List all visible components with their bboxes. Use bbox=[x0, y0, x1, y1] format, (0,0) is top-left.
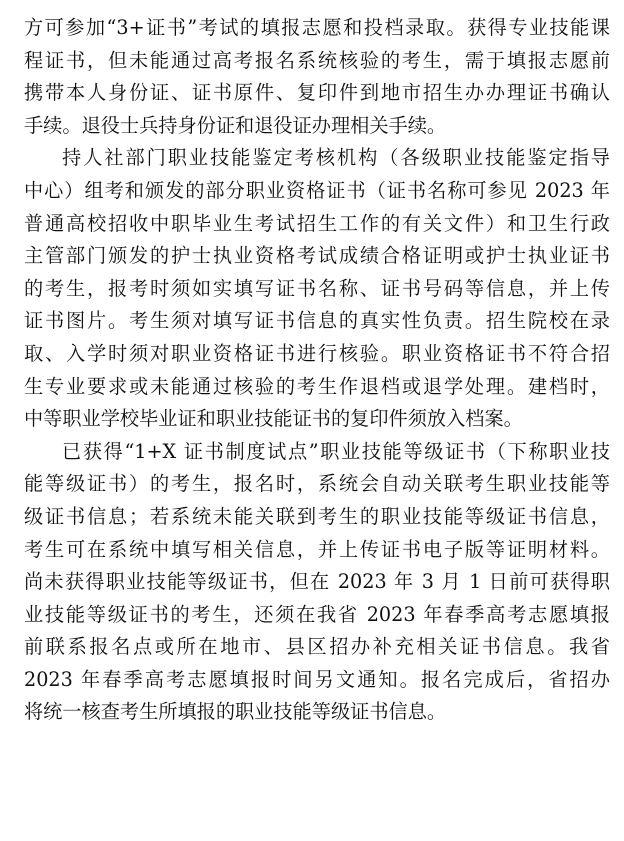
paragraph-2 bbox=[24, 142, 610, 435]
text-line: 手续。退役士兵持身份证和退役证办理相关手续。 bbox=[24, 113, 447, 137]
text-line: 主管部门颁发的护士执业资格考试成绩合格证明或护士执业证书 bbox=[24, 244, 610, 268]
text-line: 尚未获得职业技能等级证书，但在 2023 年 3 月 1 日前可获得职 bbox=[24, 570, 610, 594]
text-line: 2023 年春季高考志愿填报时间另文通知。报名完成后，省招办 bbox=[24, 667, 610, 691]
text-line: 考生可在系统中填写相关信息，并上传证书电子版等证明材料。 bbox=[24, 537, 610, 561]
text-line: 前联系报名点或所在地市、县区招办补充相关证书信息。我省 bbox=[24, 635, 610, 659]
text-line: 的考生，报考时须如实填写证书名称、证书号码等信息，并上传 bbox=[24, 276, 610, 300]
text-line: 能等级证书）的考生，报名时，系统会自动关联考生职业技能等 bbox=[24, 472, 610, 496]
text-line: 取、入学时须对职业资格证书进行核验。职业资格证书不符合招 bbox=[24, 341, 610, 365]
text-line: 中心）组考和颁发的部分职业资格证书（证书名称可参见 2023 年 bbox=[24, 178, 610, 202]
text-line: 程证书，但未能通过高考报名系统核验的考生，需于填报志愿前 bbox=[24, 48, 610, 72]
text-line: 中等职业学校毕业证和职业技能证书的复印件须放入档案。 bbox=[24, 407, 523, 431]
paragraph-3 bbox=[24, 436, 610, 729]
text-line: 携带本人身份证、证书原件、复印件到地市招生办办理证书确认 bbox=[24, 81, 610, 105]
document-body bbox=[24, 12, 610, 729]
text-line: 方可参加“3+证书”考试的填报志愿和投档录取。获得专业技能课 bbox=[24, 16, 610, 39]
text-line: 业技能等级证书的考生，还须在我省 2023 年春季高考志愿填报 bbox=[24, 602, 610, 626]
text-line: 持人社部门职业技能鉴定考核机构（各级职业技能鉴定指导 bbox=[62, 146, 610, 170]
text-line: 已获得“1+X 证书制度试点”职业技能等级证书（下称职业技 bbox=[62, 439, 610, 463]
text-line: 生专业要求或未能通过核验的考生作退档或退学处理。建档时， bbox=[24, 374, 610, 398]
text-line: 普通高校招收中职毕业生考试招生工作的有关文件）和卫生行政 bbox=[24, 211, 610, 235]
text-line: 级证书信息；若系统未能关联到考生的职业技能等级证书信息， bbox=[24, 504, 610, 528]
text-line: 证书图片。考生须对填写证书信息的真实性负责。招生院校在录 bbox=[24, 309, 610, 333]
text-line: 将统一核查考生所填报的职业技能等级证书信息。 bbox=[24, 700, 447, 724]
paragraph-1 bbox=[24, 12, 610, 142]
